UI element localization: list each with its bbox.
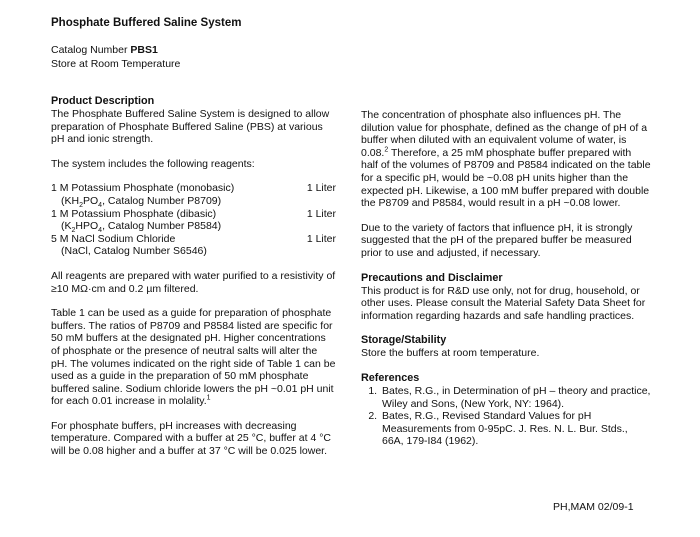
reagent-formula: ($K_2HPO_4$, Catalog Number P8584) [61, 220, 222, 235]
variety-paragraph: Due to the variety of factors that influence pH, it is strongly suggested that the pH of the prepared buffer be measured prior to use and adjusted, if necessary. [361, 221, 633, 259]
references-heading: References [361, 371, 420, 384]
storage-note: Store at Room Temperature [51, 58, 181, 70]
catalog-number: PBS1 [130, 44, 158, 56]
catalog-info [51, 43, 180, 71]
reagent-name: 1 M Potassium Phosphate (monobasic) [51, 182, 235, 195]
temperature-paragraph: For phosphate buffers, pH increases with decreasing temperature. Compared with a buffer at 25 °C, buffer at 4 °C will be 0.08 higher and a buffer at 37 °C will be 0.025 lower. [51, 419, 331, 458]
right-column [361, 109, 651, 448]
intro-paragraph: The Phosphate Buffered Saline System is designed to allow preparation of Phosphate Buffered Saline (PBS) at various pH and ionic strength. [51, 108, 330, 146]
reagent-formula: ($KH_2PO_4$, Catalog Number P8709) [61, 194, 222, 210]
reagent-item [51, 208, 336, 233]
storage-paragraph: Store the buffers at room temperature. [361, 347, 540, 360]
reagents-intro: The system includes the following reagents: [51, 157, 255, 170]
concentration-paragraph: The concentration of phosphate also influences pH. The dilution value for phosphate, defined as the change of pH of a buffer when diluted with an equivalent volume of water, is 0.08.$^2$ Therefore, a 25 mM phosphate buffer prepared with half of the volumes of P8709 and P8584 indicated on the table for a specific pH, would be ~0.08 pH units higher than the expected pH. Likewise, a 100 mM buffer prepared with double the P8709 and P8584, would result in a pH ~0.08 lower. [361, 109, 651, 210]
reagent-item [51, 182, 336, 210]
reference-item: 2. Bates, R.G., Revised Standard Values for pH Measurements from 0-95pC. J. Res. N. L. Bur. Stds., 66A, 179-I84 (1962). [380, 410, 651, 448]
citation-marker: 1 [206, 394, 211, 402]
precautions-paragraph: This product is for R&D use only, not for drug, household, or other uses. Please consult the Material Safety Data Sheet for information regarding hazards and safe handling practices. [361, 284, 646, 322]
reagent-quantity: 1 Liter [306, 232, 336, 245]
storage-heading: Storage/Stability [361, 334, 447, 347]
table-guide-paragraph: Table 1 can be used as a guide for preparation of phosphate buffers. The ratios of P8709 and P8584 listed are specific for 50 mM buffers at the designated pH. Higher concentrations of phosphate or the presence of neutral salts will alter the pH. The volumes indicated on the right side of Table 1 can be used as a guide in the preparation of 50 mM phosphate buffered saline. Sodium chloride lowers the pH ~0.01 pH unit for each 0.01 increase in molality.$^1$ [51, 307, 336, 408]
reference-item: 1. Bates, R.G., in Determination of pH – theory and practice, Wiley and Sons, (New York, NY: 1964). [380, 385, 651, 410]
precautions-heading: Precautions and Disclaimer [361, 271, 503, 284]
catalog-label: Catalog Number [51, 44, 131, 56]
product-description-heading: Product Description [51, 95, 155, 107]
document-code: PH,MAM 02/09-1 [553, 501, 634, 513]
reagent-quantity: 1 Liter [306, 182, 336, 195]
reagent-item [51, 233, 336, 258]
references-list [361, 385, 651, 448]
citation-marker: 2 [384, 146, 389, 154]
water-purity-paragraph: All reagents are prepared with water purified to a resistivity of ≥10 MΩ·cm and 0.2 µm filtered. [51, 269, 336, 295]
reagent-name: 5 M NaCl Sodium Chloride [51, 232, 176, 245]
left-column [51, 95, 336, 458]
reagent-formula: (NaCl, Catalog Number S6546) [61, 245, 207, 258]
reagent-name: 1 M Potassium Phosphate (dibasic) [51, 207, 217, 220]
document-title: Phosphate Buffered Saline System [51, 17, 242, 29]
catalog-number-line [51, 43, 180, 57]
reagent-quantity: 1 Liter [306, 207, 336, 220]
